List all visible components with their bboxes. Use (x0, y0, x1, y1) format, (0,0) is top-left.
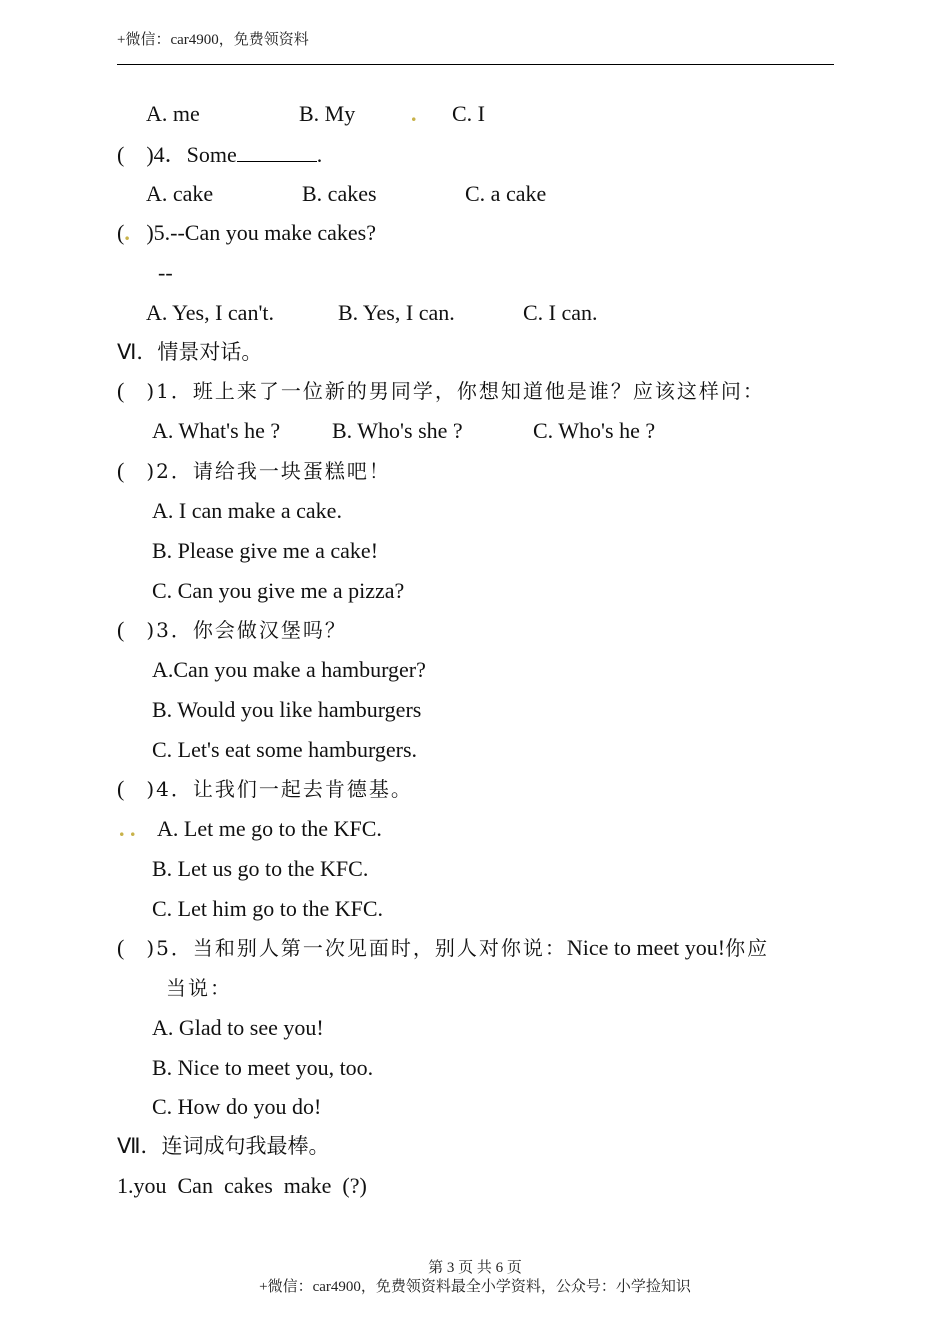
s6-q3-option-c: C. Let's eat some hamburgers. (152, 737, 418, 762)
s6-q4-line (117, 776, 413, 802)
s6-q5-option-a: A. Glad to see you! (152, 1015, 324, 1040)
s6-q4-option-c: C. Let him go to the KFC. (152, 896, 383, 921)
decor-dots: . . (119, 816, 136, 841)
s6-q5-line (117, 935, 769, 961)
s6-q3-line (117, 617, 347, 643)
s6-q2-option-c: C. Can you give me a pizza? (152, 578, 405, 603)
q3-option-c: C. I (452, 101, 485, 126)
s6-q2-option-b: B. Please give me a cake! (152, 538, 379, 563)
q5-end: ? (366, 220, 377, 245)
section7-title: Ⅶ．连词成句我最棒。 (117, 1134, 330, 1158)
s6-q2-option-a: A. I can make a cake. (152, 498, 342, 523)
s6-q3-paren: ( (117, 617, 125, 642)
s6-q2-stem: )2．请给我一块蛋糕吧！ (146, 459, 391, 483)
q4-option-b: B. cakes (302, 181, 377, 206)
q4-option-a: A. cake (146, 181, 214, 206)
q4-paren: ( (117, 142, 125, 167)
q5-option-b: B. Yes, I can. (338, 300, 455, 325)
s6-q1-option-a: A. What's he ? (152, 418, 281, 443)
q4-option-c: C. a cake (465, 181, 547, 206)
q4-end: . (316, 142, 323, 167)
s6-q4-option-b: B. Let us go to the KFC. (152, 856, 369, 881)
s6-q3-option-a: A.Can you make a hamburger? (152, 657, 426, 682)
s6-q5-stem-b: 你应 (725, 936, 770, 960)
s7-q1: 1.you Can cakes make (?) (117, 1173, 367, 1198)
decor-dot: . (124, 220, 130, 245)
s6-q3-stem: )3．你会做汉堡吗？ (146, 618, 347, 642)
decor-dot: . (411, 101, 417, 126)
section6-title: Ⅵ．情景对话。 (117, 340, 263, 364)
footer-note: +微信：car4900，免费领资料最全小学资料，公众号：小学捡知识 (259, 1279, 691, 1295)
q3-option-b: B. My (299, 101, 356, 126)
q4-line (117, 141, 322, 168)
q5-reply: -- (158, 260, 173, 285)
s6-q3-option-b: B. Would you like hamburgers (152, 697, 422, 722)
q5-stem: )5.--Can you make cakes (146, 220, 367, 245)
s6-q1-option-c: C. Who's he ? (533, 418, 656, 443)
footer-page: 第 3 页 共 6 页 (428, 1260, 522, 1276)
s6-q5-stem-a: )5．当和别人第一次见面时，别人对你说： (146, 936, 567, 960)
q5-option-c: C. I can. (523, 300, 598, 325)
q5-paren: ( (117, 220, 125, 245)
q5-line (117, 220, 376, 246)
header-rule (117, 64, 834, 65)
s6-q5-option-b: B. Nice to meet you, too. (152, 1055, 374, 1080)
s6-q1-line (117, 378, 765, 404)
s6-q5-paren: ( (117, 935, 125, 960)
q4-blank (237, 141, 317, 162)
s6-q4-paren: ( (117, 776, 125, 801)
s6-q4-option-a: A. Let me go to the KFC. (157, 816, 382, 841)
q5-option-a: A. Yes, I can't. (146, 300, 275, 325)
q4-stem: )4．Some (146, 142, 237, 167)
s6-q2-paren: ( (117, 458, 125, 483)
header-text: +微信：car4900，免费领资料 (117, 32, 309, 48)
s6-q2-line (117, 458, 391, 484)
s6-q5-option-c: C. How do you do! (152, 1094, 322, 1119)
s6-q5-stem-en: Nice to meet you! (566, 935, 726, 960)
q3-option-a: A. me (146, 101, 200, 126)
s6-q1-option-b: B. Who's she ? (332, 418, 463, 443)
s6-q1-paren: ( (117, 378, 125, 403)
s6-q1-stem: )1．班上来了一位新的男同学，你想知道他是谁？应该这样问： (146, 379, 765, 403)
s6-q4-stem: )4．让我们一起去肯德基。 (146, 777, 413, 801)
s6-q5-stem-c: 当说： (166, 976, 232, 1000)
